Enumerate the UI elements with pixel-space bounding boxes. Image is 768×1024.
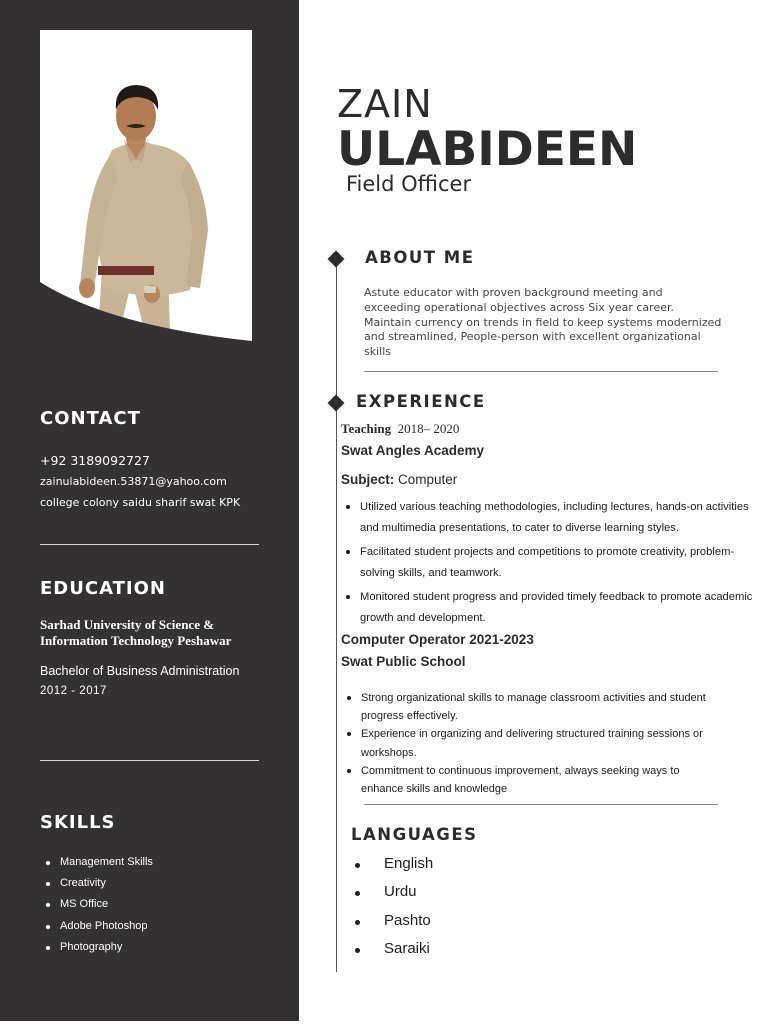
last-name: ULABIDEEN: [337, 122, 638, 177]
education-school-line1: Sarhad University of Science &: [40, 617, 215, 632]
job2-org: Swat Public School: [341, 654, 466, 669]
job1-bullet: Utilized various teaching methodologies, including lectures, hands-on activities and multimedia presentations, to cater to diverse learning styles.: [341, 497, 761, 539]
education-years: 2012 - 2017: [40, 685, 107, 697]
job2-bullets: [342, 689, 722, 798]
job1-bullets: [341, 497, 761, 632]
skill-item: Management Skills: [40, 856, 153, 877]
job2-role: Computer Operator 2021-2023: [341, 632, 534, 647]
skills-heading: SKILLS: [40, 812, 116, 833]
education-school-line2: Information Technology Peshawar: [40, 633, 232, 648]
section-divider: [364, 371, 718, 372]
contact-address: college colony saidu sharif swat KPK: [40, 496, 241, 509]
skills-list: [40, 856, 153, 962]
job2-bullet: Strong organizational skills to manage classroom activities and student progress effectively.: [342, 689, 722, 725]
job1-role-line: [341, 421, 459, 437]
sidebar-divider: [40, 544, 259, 545]
section-divider: [364, 804, 718, 805]
job1-years: 2018– 2020: [397, 421, 460, 436]
languages-heading: LANGUAGES: [351, 825, 478, 844]
skill-item: Photography: [40, 941, 153, 962]
sidebar: [0, 0, 299, 1021]
job1-subject-value: Computer: [398, 472, 458, 487]
contact-phone[interactable]: +92 3189092727: [40, 453, 150, 468]
about-heading: ABOUT ME: [365, 248, 475, 267]
education-heading: EDUCATION: [40, 578, 166, 599]
language-item: Pashto: [352, 912, 433, 940]
job2-bullet: Commitment to continuous improvement, always seeking ways to enhance skills and knowledge: [342, 762, 722, 798]
education-degree: Bachelor of Business Administration: [40, 664, 240, 678]
job1-org: Swat Angles Academy: [341, 443, 485, 458]
profile-photo: [40, 30, 252, 341]
job1-bullet: Facilitated student projects and competitions to promote creativity, problem-solving skills, and teamwork.: [341, 542, 761, 584]
sidebar-divider: [40, 760, 259, 761]
about-diamond-icon: [328, 251, 345, 268]
job1-subject-line: [341, 472, 457, 487]
experience-diamond-icon: [328, 395, 345, 412]
skill-item: Adobe Photoshop: [40, 920, 153, 941]
profile-photo-illustration: [40, 30, 252, 341]
language-item: Saraiki: [352, 940, 433, 968]
job1-role: Teaching: [341, 421, 392, 436]
timeline-line: [336, 258, 337, 972]
contact-heading: CONTACT: [40, 408, 141, 429]
job1-subject-label: Subject:: [341, 472, 395, 487]
first-name: ZAIN: [337, 82, 433, 126]
language-item: Urdu: [352, 883, 433, 911]
language-item: English: [352, 855, 433, 883]
about-text: Astute educator with proven background meeting and exceeding operational objectives across Six year career. Maintain currency on trends in field to keep systems modernized and streamlined, People-person with excellent organizational skills: [364, 286, 722, 359]
contact-email[interactable]: zainulabideen.53871@yahoo.com: [40, 475, 227, 488]
experience-heading: EXPERIENCE: [356, 392, 486, 411]
job-title: Field Officer: [346, 172, 472, 196]
languages-list: [352, 855, 433, 968]
skill-item: Creativity: [40, 877, 153, 898]
skill-item: MS Office: [40, 898, 153, 919]
job1-bullet: Monitored student progress and provided timely feedback to promote academic growth and development.: [341, 587, 761, 629]
job2-bullet: Experience in organizing and delivering structured training sessions or workshops.: [342, 725, 722, 761]
